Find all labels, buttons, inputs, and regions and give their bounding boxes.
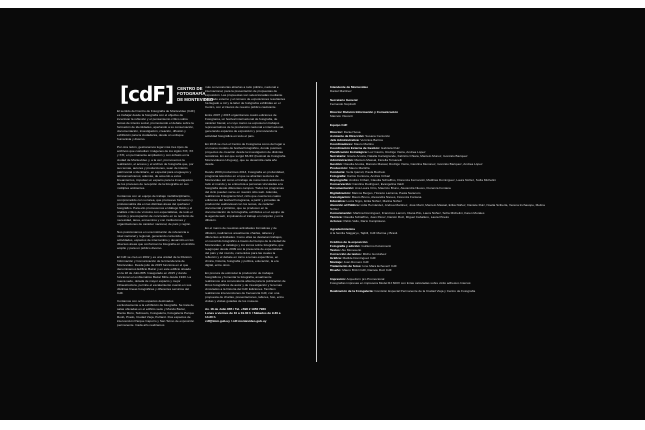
staff-role: Administración: xyxy=(330,158,354,163)
exhibit-names: Ale Moneserio xyxy=(341,248,362,253)
staff-names: Verla Iparreli, Paola Buchelo xyxy=(346,170,386,175)
exhibit-credits xyxy=(330,240,545,272)
staff-role: Planificación Estratégica: xyxy=(330,150,368,155)
staff-names: Verónica Barrios xyxy=(360,137,384,142)
exhibit-role: Montaje: xyxy=(330,260,343,265)
staff-role: Gestión: xyxy=(330,162,343,167)
exhibit-names: Ione Mara Echeverri CdF xyxy=(362,264,397,269)
about-paragraph: Por otra razón, gestionamos lugar más tres tipos de archivos que custodian: imágenes de los siglos XIX, XX y XXI, en permanente ampliación y con énfasis en la ciudad de Montevideo y, a la vez, promovemos la realización, el acceso y el archivo de fotografía que, por sus temas, autores y producciones, sean de interés patrimonial o identitario, en especial para uruguayos y latinoamericanos; además, de acuerdo a estos lineamientos, impulsar un espacio para la investigación de los procesos de recepción de la fotografía en sus múltiples ambientes. xyxy=(117,145,194,190)
credit-label: Director División Información y Comunicación xyxy=(330,110,399,115)
exhibit-names: Juan Romero CdF xyxy=(343,260,369,265)
staff-names: Susana Centurión xyxy=(365,133,391,138)
cdf-logo xyxy=(120,84,213,104)
staff-role: Conducta: xyxy=(330,170,346,175)
staff-role: Jefe Administrativa: xyxy=(330,137,360,142)
exhibit-row xyxy=(330,268,545,272)
contact-info xyxy=(205,307,286,323)
staff-role: Producción: xyxy=(330,166,349,171)
about-paragraph: Entre 2007 y 2015 organizamos cuatro ediciones de Fotograma, un festival internacional de fotografía, de carácter bienal, en cuyo marco se expusieron trabajos representativos de la producción nacional e internacional, generando espacios de exposición y promoviendo la actividad fotográfica en todo el país. xyxy=(205,113,284,138)
staff-role: Director: xyxy=(330,129,343,134)
staff-names: Marcos Berges, Horacio Larrama, Paola Saracuro xyxy=(351,190,421,195)
thanks-label: Agradecimientos xyxy=(330,227,356,232)
credit-block xyxy=(330,98,545,106)
staff-role: Técnica: xyxy=(330,214,343,219)
print-note: Fotografías impresas en impresora Model RJ 600X con tintas calculadas sobre vinilo adhesivo Intersol. xyxy=(330,280,472,285)
about-paragraph: más convocatorias abiertas a todo público, nacional e internacional, para la presentación de propuestas de exposición. Las propuestas son seleccionadas mediante un jurado externo y el número de exposiciones resultantes ha llegado a mil y la labor de fotógrafos exhibidas en el Centro, con el interés de nuestro público cautivante. xyxy=(205,85,286,110)
credit-value: Marcelo Visconti xyxy=(330,114,353,119)
staff-names: Daniel Sosa xyxy=(343,129,361,134)
staff-role: Fotografía: xyxy=(330,174,347,179)
staff-names: Luz Castro, Rodrigo Vieira, Andrea López xyxy=(368,150,426,155)
about-paragraph: Desde 2009 producimos 2013, Fotografía en profundidad, programa televisivo en el que se abordan sectores de Montevideo así como el trabajo de numerosos autores de todo el mundo y se entrevista a personas vinculadas a la fotografía desde diferentes campos. Todos los programas del ciclo pueden verse en nuestro sitio web. Además, realizamos Fotograma brief, ciclo que cuenta los cuatro ediciones del festival Fotograma, a partir y jornadas de producción audiovisual con los temas, de carácter documental y artístico, que se producen en la documentación de la fotografía, exhibidos en el equipo de la agenda web, impulsando el trabajo en conjunto y en la difusión. xyxy=(205,169,285,223)
staff-names: Gabriela Ruiz xyxy=(380,146,400,151)
exhibit-role: Fotografía y edición: xyxy=(330,244,361,249)
thanks-block xyxy=(330,227,545,235)
staff-role: Secretaría: xyxy=(330,154,346,159)
staff-role: Atención al Público: xyxy=(330,202,360,207)
staff-names: Martina Dominguez, Francisco Lamón, Diana Pilo, Laura Núñez, Sofía Michelini, Karen Morales xyxy=(353,210,485,215)
thanks-value: A la familia Siajgaryo, Tajbill, CdF Marma y Brasil. xyxy=(330,231,399,236)
staff-names: Carlos Contrera, Andrés Cribari xyxy=(347,174,391,179)
staff-role: Comunicación: xyxy=(330,210,353,215)
staff-row xyxy=(330,219,545,223)
about-paragraph: Contamos con ocho espacios destinados exclusivamente a la exhibición de fotografía. Se trata de salas ubicadas en el edificio sede y Mundo Bazar, Diente Moro, Subsuelo, Fotogalería, Fotogalería Parque Rodó, Prado, Ciudad Vieja, Peñarol. Dos espacios de intervención Parque Capurro y San Telmo de exposición permanente. Cada año realizamos xyxy=(117,298,195,328)
staff-names: Lidia Hernández, Andrea Martinez, José Martí, Marcelo Massal, Erika Núñez, Daniele Ruiz, Noelia Sciberla, Verena Inchauspe, Melina Núñez xyxy=(330,202,545,211)
exhibit-names: Matilde Domínguez CdF xyxy=(342,256,376,261)
credit-block xyxy=(330,85,545,93)
staff-role: Asistente de Dirección: xyxy=(330,133,365,138)
exhibit-role: Textos: xyxy=(330,248,341,253)
about-paragraph: En procura de estimular la producción de trabajos fotográficos y fomentar la fotografía, anualmente realizamos una convocatoria abierta para la publicación de libros fotográficos de autor y de investigación y la temas vinculados a la historia del CdF Ediciones. También realizamos intervenciones de frecuencia CdF, con una propuesta de charlas, presentaciones, talleres, foto, entre visitas y visitas guiadas de los museos. xyxy=(205,270,286,304)
print-label: Impresión: xyxy=(330,276,346,281)
staff-role: Reprografía: xyxy=(330,178,349,183)
staff-names: Mauro Martino xyxy=(353,141,374,146)
about-column-left xyxy=(117,109,195,331)
staff-role: Documentación: xyxy=(330,186,355,191)
staff-names: Marcelo Massal, Fiorella Torsanelli xyxy=(354,158,402,163)
exhibit-names: Micho Gonzálvez xyxy=(362,252,387,257)
staff-names: Mauro Bruno, Alexandra Nieves, Fiorenza Fontana xyxy=(351,194,422,199)
page-spread xyxy=(0,8,645,420)
about-paragraph: El sentido del Centro de Fotografía de Montevideo (CdF) es trabajar desde la fotografía con el objetivo de incentivar la reflexión y el pensamiento crítico sobre temas de interés social, promoviendo el debate sobre la formación de identidades, apertando a su conservación, documentación, investigación, creación, difusión y exhibición para la ciudadanía, desde un enfoque humanista y diverso. xyxy=(117,109,195,142)
logo-line: DE MONTEVIDEO xyxy=(177,96,214,102)
about-paragraph: El CdF se creó en 2002 y es una unidad de la División Información y Comunicación de la Intendencia de Montevideo. Desde julio de 2015 funciona en el que denominamos Edificio Bazar y en este edificio situado en la 18 de Julio 885. Inaugurado en 2015 y donde funcionan el emblemático Bazar Mitre desde 1940. La nueva sede, dotada de mayor espacio y mejor infraestructura, permite el escalamiento cuanto en sus distintas líneas fotográficas y diferentes servicios del CdF. xyxy=(117,254,192,295)
staff-names: Andrés Cribari, Claudia Schiaffino, Florencia Fernanotti, Matthias Dominguez, Laura Núñez, Sofía Michelini xyxy=(349,178,496,183)
realization-block xyxy=(330,289,545,293)
staff-role: Investigación: xyxy=(330,194,351,199)
about-column-right xyxy=(205,85,286,323)
staff-names: Lucía Nigro, Erika Núñez, Marina Núñez xyxy=(346,198,402,203)
contact-hours: Lunes a viernes de 10 a 19.30 h / Sábados de 9.30 a 14.30 h xyxy=(205,311,281,320)
realization-value: Comisión Especial Permanente de la Ciudad Vieja y Centro de Fotografía xyxy=(374,289,476,294)
exhibit-role: Tratamiento de fotos: xyxy=(330,264,362,269)
staff-heading: Equipo CdF xyxy=(330,122,348,127)
exhibit-role: Diseño: xyxy=(330,268,342,273)
print-block xyxy=(330,277,545,285)
credit-value: Fernando Nopitsch xyxy=(330,101,357,106)
print-value: Arqueform pro Promocional xyxy=(346,276,385,281)
staff-role: Educativa: xyxy=(330,198,346,203)
staff-names: Claudia Schiaffino, Juan Pérez, Darwin Ruiz, Miguel Caballero, Laura Pineiro xyxy=(343,214,450,219)
staff-role: Coordinadores: xyxy=(330,141,354,146)
staff-role: Digitalización: xyxy=(330,190,351,195)
staff-role: Coordinación Externa de Gestión: xyxy=(330,146,381,151)
credit-block xyxy=(330,110,545,118)
credit-value: Daniel Martínez xyxy=(330,89,352,94)
realization-label: Realización de la Fotogalería: xyxy=(330,289,374,294)
exhibit-names: Guillermo Kolumnenti xyxy=(361,244,391,249)
staff-names: Pablo Vallo, Darío Campisiano xyxy=(343,218,386,223)
logo-mark: [cdF] xyxy=(120,82,174,106)
credit-label: Intendente de Montevideo xyxy=(330,85,369,89)
contact-address: Av. 18 de Julio 885 / Tel. +598 2 1950 7960 xyxy=(205,307,266,312)
exhibit-role: Gráfica: xyxy=(330,256,342,261)
staff-role: Conservación: xyxy=(330,182,352,187)
staff-list xyxy=(330,130,545,223)
about-paragraph: Contamos con un equipo de trabajo multidisciplinario, comprometido con su tarea, que promueve formación y profesionaliza día en las distintas áreas del quehacer fotográfico. Para ello promovemos el diálogo fluido y el análisis crítico de vínculos con especialistas, de todo el mundo y preocupación de concretarlo en su territorio de necesidad, tarea, encuentros y con instituciones y organizaciones de carácter nacional, de país y región. xyxy=(117,193,194,227)
staff-names: Gisela Acosta, Natalia Cartelgrande, Fabricio Chiara, Marcelo Munoz, Gonzalo Bazquez xyxy=(346,154,468,159)
staff-role: Actores: xyxy=(330,218,343,223)
staff-names: Claudia Acosta, Marcelo Massal, Rodrigo Vieira, Carolina Menonez, Gonzalo Bazquez, Andrea López xyxy=(343,162,483,167)
exhibit-role: Corrección de textos: xyxy=(330,252,362,257)
about-paragraph: Nos posicionamos en una institución de referencia a nivel nacional y regional, generando contenidos, actividades, espacios de intercambio y desarrollo en los diversos áreas que conforman la fotografía en un ámbito amplio y para un público diverso. xyxy=(117,230,195,251)
column-divider xyxy=(316,82,317,362)
logo-line: CENTRO DE xyxy=(177,85,203,91)
contact-links[interactable]: cdf@imm.gub.uy / cdf.montevideo.gub.uy xyxy=(205,319,267,324)
staff-names: Mauro Martirila xyxy=(348,166,370,171)
staff-row xyxy=(330,203,545,211)
staff-names: Ana Laura Cirio, Mauricio Bruno, Alexandra Nieves, Fiorenza Fontana xyxy=(354,186,451,191)
logo-line: FOTOGRAFÍA xyxy=(177,91,206,97)
credit-label: Secretario General xyxy=(330,97,358,102)
exhibit-names: Mauro Brizzi CdF, Daniele Ruiz CdF xyxy=(342,268,392,273)
exhibit-role: Créditos de la exposición xyxy=(330,240,368,244)
staff-names: Carolina Rodríguez, Evangelina Valdr xyxy=(352,182,404,187)
about-paragraph: En el marco de nuestras actividades formativas y de difusión, realizamos anualmente charlas, talleres y diferentes actividades. Como ellas se destacan trabajos, un recorrido fotográfico a través del tiempo de la ciudad de Montevideo, el catálogo y los tomos sobre fotografía, que reagrupan desde 2009 con la presencia de especialistas del país y del mundo, contenidos para las cuales la reflexión y el debate en torno a temas específicos, en clínica, historia, fotografía y política, educación, la era digital, entre otros. xyxy=(205,226,286,267)
about-paragraph: En 2016 se creó el Centro de Fotograma como del lugar a un nuevo modelo de festival fotográfico, donde pusimos proyectos de creación desde la investigación de distintas temáticas. En así que surgió MUFF (Festival de Fotografía Montevideano Uruguay), que se desarrolla cada año desde. xyxy=(205,141,286,166)
credits-column xyxy=(330,85,545,298)
